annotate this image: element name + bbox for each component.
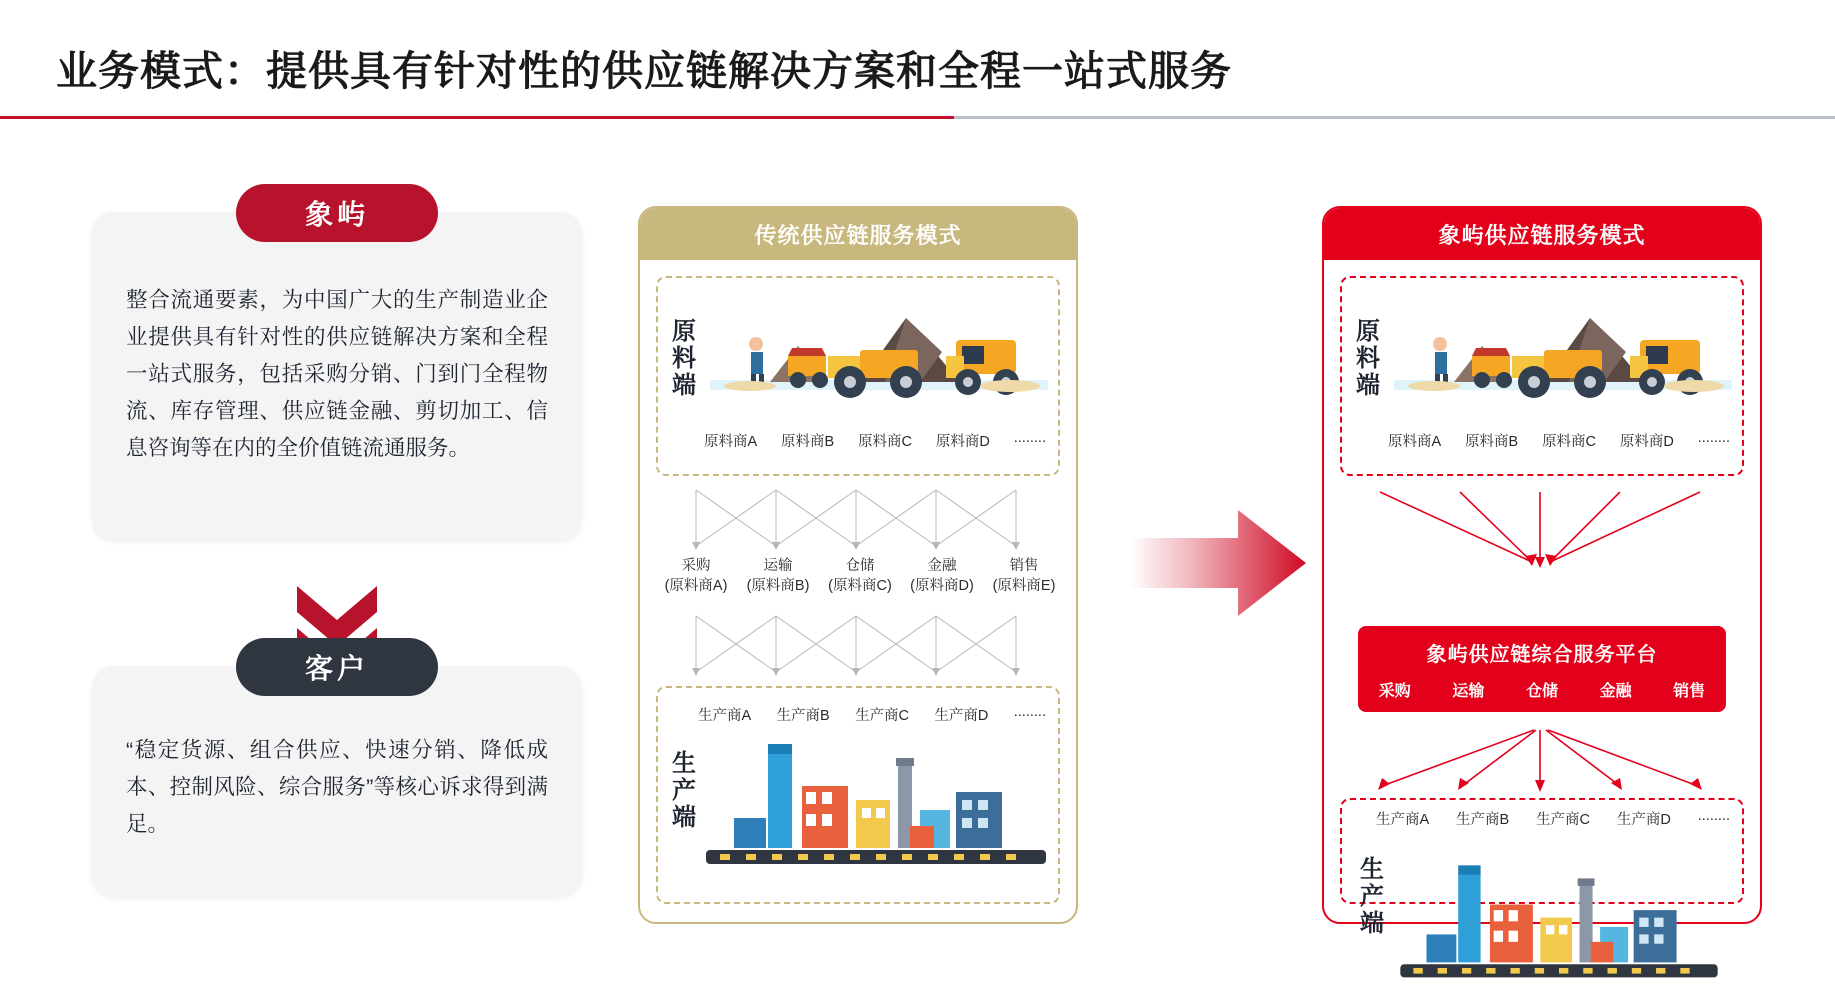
service-sub: (原料商E) (992, 578, 1056, 594)
producer-item: 生产商D (934, 708, 989, 724)
traditional-mesh-top (680, 488, 1032, 552)
supplier-item: 原料商C (1542, 434, 1597, 450)
xiangyu-raw-label: 原料端 (1356, 318, 1380, 399)
xiangyu-raw-box (1340, 276, 1744, 476)
xiangyu-producer-label: 生产端 (1360, 856, 1384, 937)
supplier-item: 原料商D (1619, 434, 1674, 450)
platform-title: 象屿供应链综合服务平台 (1426, 644, 1658, 666)
service-name: 仓储 (845, 558, 875, 574)
traditional-raw-suppliers (704, 430, 1046, 451)
producer-item: ........ (1697, 808, 1730, 824)
xiangyu-raw-suppliers (1388, 430, 1730, 451)
supplier-item: ........ (1013, 430, 1046, 446)
supplier-item: 原料商B (1465, 434, 1519, 450)
supplier-item: 原料商A (1388, 434, 1442, 450)
service-sub: (原料商B) (746, 578, 810, 594)
platform-item: 采购 (1378, 683, 1411, 700)
service-cell (820, 556, 900, 596)
platform-item: 销售 (1673, 683, 1706, 700)
supplier-item: ........ (1697, 430, 1730, 446)
producer-item: ........ (1013, 704, 1046, 720)
title-divider (0, 116, 1835, 119)
xiangyu-badge: 象屿 (236, 184, 438, 242)
xiangyu-converging-arrows (1364, 490, 1716, 574)
platform-items (1358, 678, 1726, 701)
big-right-arrow-icon (1130, 508, 1306, 618)
traditional-producer-label: 生产端 (672, 750, 696, 831)
producer-item: 生产商A (1376, 812, 1430, 828)
producer-item: 生产商C (1536, 812, 1591, 828)
xiangyu-description: 整合流通要素，为中国广大的生产制造业企业提供具有针对性的供应链解决方案和全程一站式服务，包括采购分销、门到门全程物流、库存管理、供应链金融、剪切加工、信息咨询等在内的全价值链流通服务。 (126, 288, 548, 460)
service-sub: (原料商D) (910, 578, 974, 594)
platform-item: 仓储 (1525, 683, 1558, 700)
supplier-item: 原料商D (935, 434, 990, 450)
supplier-item: 原料商C (858, 434, 913, 450)
service-name: 金融 (927, 558, 957, 574)
traditional-panel-header: 传统供应链服务模式 (640, 208, 1076, 260)
page-title: 业务模式：提供具有针对性的供应链解决方案和全程一站式服务 (56, 48, 1232, 94)
xiangyu-card (92, 199, 582, 540)
service-cell (902, 556, 982, 596)
supplier-item: 原料商A (704, 434, 758, 450)
service-sub: (原料商A) (664, 578, 728, 594)
xiangyu-diverging-arrows (1364, 728, 1716, 798)
xiangyu-producers (1376, 808, 1730, 829)
xiangyu-platform-box (1358, 626, 1726, 712)
service-name: 采购 (681, 558, 711, 574)
platform-item: 金融 (1599, 683, 1632, 700)
xiangyu-model-panel (1322, 206, 1762, 937)
supplier-item: 原料商B (781, 434, 835, 450)
factory-illustration (1400, 856, 1718, 996)
mining-truck-illustration (1394, 294, 1732, 406)
producer-item: 生产商D (1616, 812, 1671, 828)
traditional-mesh-bottom (680, 614, 1032, 678)
left-column (92, 199, 582, 896)
service-sub: (原料商C) (828, 578, 892, 594)
traditional-raw-box (656, 276, 1060, 476)
producer-item: 生产商B (776, 708, 830, 724)
customer-card (92, 653, 582, 896)
producer-item: 生产商B (1456, 812, 1510, 828)
platform-item: 运输 (1452, 683, 1485, 700)
traditional-model-panel (638, 206, 1078, 924)
customer-badge: 客户 (236, 638, 438, 696)
service-name: 运输 (763, 558, 793, 574)
xiangyu-panel-header: 象屿供应链服务模式 (1324, 208, 1760, 260)
service-cell (984, 556, 1064, 596)
traditional-raw-label: 原料端 (672, 318, 696, 399)
service-cell (656, 556, 736, 596)
producer-item: 生产商C (855, 708, 910, 724)
service-cell (738, 556, 818, 596)
factory-illustration (706, 734, 1046, 894)
producer-item: 生产商A (698, 708, 752, 724)
traditional-producers (698, 704, 1046, 725)
mining-truck-illustration (710, 294, 1048, 406)
service-name: 销售 (1009, 558, 1039, 574)
traditional-middle-services (656, 556, 1064, 596)
traditional-producer-box (656, 686, 1060, 904)
customer-description: “稳定货源、组合供应、快速分销、降低成本、控制风险、综合服务”等核心诉求得到满足。 (126, 738, 548, 836)
